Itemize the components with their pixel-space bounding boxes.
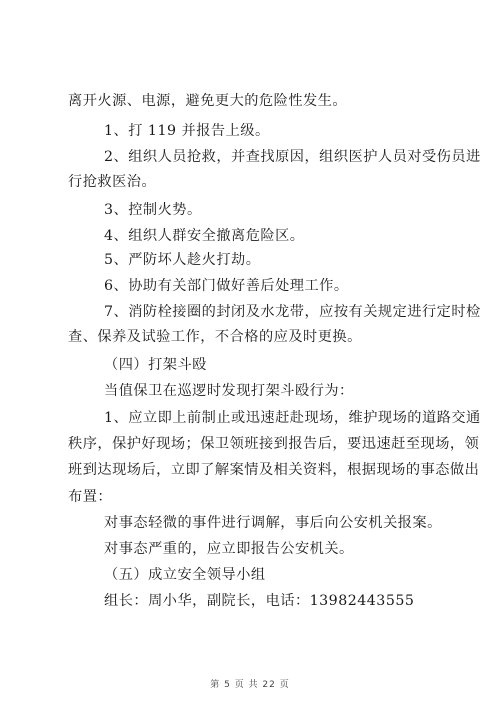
paragraph-line: 离开火源、电源，避免更大的危险性发生。 <box>68 93 348 109</box>
paragraph-line: 7、消防栓接圈的封闭及水龙带，应按有关规定进行定时检 <box>104 304 481 320</box>
section-heading: （五）成立安全领导小组 <box>104 567 266 583</box>
paragraph-line: 查、保养及试验工作，不合格的应及时更换。 <box>68 329 362 345</box>
paragraph-line: 3、控制火势。 <box>104 202 202 218</box>
paragraph-line: 秩序，保护好现场；保卫领班接到报告后，要迅速赶至现场，领 <box>68 436 480 452</box>
paragraph-line: 对事态轻微的事件进行调解，事后向公安机关报案。 <box>104 515 442 531</box>
paragraph-line: 布置： <box>68 489 113 505</box>
paragraph-line: 组长：周小华，副院长，电话：13982443555 <box>104 593 415 609</box>
paragraph-line: 4、组织人群安全撤离危险区。 <box>104 228 305 244</box>
paragraph-line: 5、严防坏人趁火打劫。 <box>104 252 261 268</box>
section-heading: （四）打架斗殴 <box>104 357 207 373</box>
paragraph-line: 当值保卫在巡逻时发现打架斗殴行为： <box>104 383 354 399</box>
paragraph-line: 2、组织人员抢救，并查找原因，组织医护人员对受伤员进 <box>104 149 481 165</box>
paragraph-line: 6、协助有关部门做好善后处理工作。 <box>104 278 349 294</box>
paragraph-line: 1、应立即上前制止或迅速赶赴现场，维护现场的道路交通 <box>104 410 481 426</box>
paragraph-line: 班到达现场后，立即了解案情及相关资料，根据现场的事态做出 <box>68 462 480 478</box>
paragraph-line: 行抢救医治。 <box>68 174 157 190</box>
paragraph-line: 1、打 119 并报告上级。 <box>104 123 270 139</box>
page-number-footer: 第 5 页 共 22 页 <box>210 680 290 690</box>
paragraph-line: 对事态严重的，应立即报告公安机关。 <box>104 541 354 557</box>
